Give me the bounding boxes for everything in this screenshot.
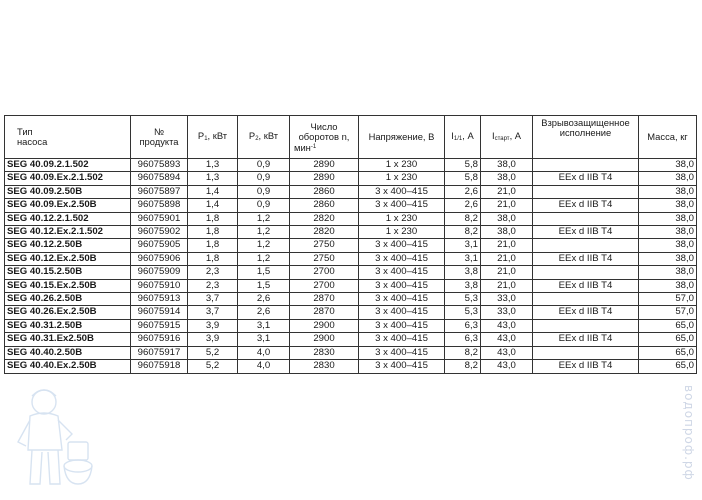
table-row <box>5 266 697 279</box>
cell-product: 96075909 <box>131 266 188 279</box>
cell-p2: 1,5 <box>238 266 290 279</box>
cell-istart: 38,0 <box>481 159 533 172</box>
cell-mass: 38,0 <box>639 212 697 225</box>
cell-i11: 3,1 <box>445 252 481 265</box>
cell-i11: 2,6 <box>445 185 481 198</box>
cell-voltage: 1 x 230 <box>359 212 445 225</box>
cell-istart: 21,0 <box>481 185 533 198</box>
cell-product: 96075906 <box>131 252 188 265</box>
cell-p2: 3,1 <box>238 319 290 332</box>
header-explosion-proof <box>533 116 639 159</box>
cell-ex <box>533 185 639 198</box>
table-row <box>5 293 697 306</box>
cell-i11: 3,1 <box>445 239 481 252</box>
header-rpm-line-2: оборотов n, <box>298 130 350 142</box>
table-row <box>5 185 697 198</box>
cell-p1: 1,3 <box>188 172 238 185</box>
cell-mass: 38,0 <box>639 239 697 252</box>
header-product-line-1: № <box>153 126 165 137</box>
cell-p1: 2,3 <box>188 266 238 279</box>
cell-product: 96075893 <box>131 159 188 172</box>
cell-i11: 8,2 <box>445 212 481 225</box>
cell-product: 96075916 <box>131 333 188 346</box>
cell-mass: 38,0 <box>639 185 697 198</box>
cell-ex <box>533 159 639 172</box>
header-istart-subscript: старт <box>494 135 510 142</box>
cell-p1: 3,9 <box>188 333 238 346</box>
cell-rpm: 2750 <box>290 239 359 252</box>
cell-ex: EEx d IIB T4 <box>533 172 639 185</box>
cell-p2: 1,5 <box>238 279 290 292</box>
cell-mass: 38,0 <box>639 172 697 185</box>
header-type-line-2: насоса <box>17 136 48 147</box>
cell-mass: 38,0 <box>639 159 697 172</box>
cell-voltage: 1 x 230 <box>359 172 445 185</box>
cell-ex: EEx d IIB T4 <box>533 279 639 292</box>
plumber-mascot-icon <box>6 380 96 492</box>
cell-p1: 1,8 <box>188 239 238 252</box>
cell-p1: 1,3 <box>188 159 238 172</box>
cell-product: 96075894 <box>131 172 188 185</box>
cell-i11: 5,3 <box>445 306 481 319</box>
table-body <box>5 159 697 374</box>
cell-p1: 2,3 <box>188 279 238 292</box>
cell-product: 96075902 <box>131 226 188 239</box>
table-row <box>5 306 697 319</box>
table-row <box>5 239 697 252</box>
cell-istart: 21,0 <box>481 279 533 292</box>
cell-ex: EEx d IIB T4 <box>533 360 639 373</box>
table-row <box>5 279 697 292</box>
table-header-row <box>5 116 697 159</box>
cell-p2: 1,2 <box>238 212 290 225</box>
cell-type: SEG 40.09.Ex.2.50B <box>5 199 131 212</box>
cell-p2: 0,9 <box>238 199 290 212</box>
cell-rpm: 2870 <box>290 293 359 306</box>
cell-mass: 65,0 <box>639 360 697 373</box>
header-rpm-superscript: -1 <box>310 143 317 150</box>
cell-istart: 21,0 <box>481 239 533 252</box>
cell-rpm: 2830 <box>290 360 359 373</box>
header-p1 <box>188 116 238 159</box>
cell-istart: 43,0 <box>481 319 533 332</box>
cell-p1: 1,8 <box>188 212 238 225</box>
header-product-line-2: продукта <box>139 136 179 147</box>
cell-type: SEG 40.12.Ex.2.50B <box>5 252 131 265</box>
cell-type: SEG 40.12.2.1.502 <box>5 212 131 225</box>
cell-rpm: 2830 <box>290 346 359 359</box>
cell-istart: 38,0 <box>481 172 533 185</box>
cell-i11: 8,2 <box>445 346 481 359</box>
cell-product: 96075913 <box>131 293 188 306</box>
cell-ex: EEx d IIB T4 <box>533 252 639 265</box>
cell-voltage: 3 x 400–415 <box>359 185 445 198</box>
header-rpm-line-3 <box>292 142 356 153</box>
header-i11 <box>445 116 481 159</box>
cell-istart: 33,0 <box>481 306 533 319</box>
cell-mass: 65,0 <box>639 333 697 346</box>
cell-product: 96075918 <box>131 360 188 373</box>
header-i11-symbol: I <box>451 129 454 141</box>
cell-product: 96075901 <box>131 212 188 225</box>
header-p1-subscript: 1 <box>204 135 208 142</box>
cell-p2: 1,2 <box>238 252 290 265</box>
cell-product: 96075914 <box>131 306 188 319</box>
header-type <box>5 116 131 159</box>
cell-product: 96075905 <box>131 239 188 252</box>
cell-type: SEG 40.40.2.50B <box>5 346 131 359</box>
cell-istart: 43,0 <box>481 360 533 373</box>
table-row <box>5 212 697 225</box>
cell-istart: 21,0 <box>481 252 533 265</box>
cell-product: 96075897 <box>131 185 188 198</box>
cell-rpm: 2890 <box>290 159 359 172</box>
cell-type: SEG 40.09.Ex.2.1.502 <box>5 172 131 185</box>
table-row <box>5 346 697 359</box>
cell-p1: 5,2 <box>188 360 238 373</box>
cell-i11: 5,3 <box>445 293 481 306</box>
cell-rpm: 2870 <box>290 306 359 319</box>
cell-p1: 3,9 <box>188 319 238 332</box>
cell-rpm: 2860 <box>290 185 359 198</box>
cell-i11: 3,8 <box>445 266 481 279</box>
cell-ex: EEx d IIB T4 <box>533 333 639 346</box>
cell-p1: 1,8 <box>188 252 238 265</box>
pump-spec-table-container <box>4 115 696 374</box>
cell-voltage: 3 x 400–415 <box>359 266 445 279</box>
cell-mass: 65,0 <box>639 319 697 332</box>
header-i11-unit: , А <box>462 129 474 141</box>
cell-mass: 38,0 <box>639 252 697 265</box>
table-row <box>5 159 697 172</box>
cell-type: SEG 40.15.Ex.2.50B <box>5 279 131 292</box>
watermark-text: водопроф.рф <box>682 385 696 481</box>
cell-voltage: 3 x 400–415 <box>359 306 445 319</box>
cell-type: SEG 40.15.2.50B <box>5 266 131 279</box>
cell-mass: 38,0 <box>639 279 697 292</box>
cell-i11: 5,8 <box>445 172 481 185</box>
header-type-line-1: Тип <box>17 126 33 137</box>
header-istart-unit: , А <box>509 129 522 141</box>
cell-voltage: 1 x 230 <box>359 159 445 172</box>
cell-p2: 1,2 <box>238 239 290 252</box>
cell-product: 96075910 <box>131 279 188 292</box>
cell-istart: 43,0 <box>481 333 533 346</box>
cell-type: SEG 40.31.2.50B <box>5 319 131 332</box>
table-row <box>5 172 697 185</box>
header-p1-symbol: P <box>197 129 205 141</box>
cell-i11: 6,3 <box>445 333 481 346</box>
cell-mass: 57,0 <box>639 306 697 319</box>
cell-ex: EEx d IIB T4 <box>533 226 639 239</box>
cell-i11: 8,2 <box>445 360 481 373</box>
cell-p1: 5,2 <box>188 346 238 359</box>
header-istart <box>481 116 533 159</box>
header-rpm <box>290 116 359 159</box>
cell-istart: 38,0 <box>481 226 533 239</box>
cell-ex <box>533 293 639 306</box>
cell-rpm: 2820 <box>290 212 359 225</box>
cell-p2: 1,2 <box>238 226 290 239</box>
header-product <box>131 116 188 159</box>
header-p2-symbol: P <box>248 129 256 141</box>
cell-mass: 38,0 <box>639 226 697 239</box>
cell-type: SEG 40.26.Ex.2.50B <box>5 306 131 319</box>
cell-type: SEG 40.26.2.50B <box>5 293 131 306</box>
cell-ex: EEx d IIB T4 <box>533 199 639 212</box>
cell-rpm: 2820 <box>290 226 359 239</box>
cell-voltage: 3 x 400–415 <box>359 199 445 212</box>
table-row <box>5 333 697 346</box>
header-istart-symbol: I <box>491 129 495 141</box>
header-rpm-line-1: Число <box>310 120 338 132</box>
header-p2-unit: , кВт <box>258 129 279 141</box>
cell-ex <box>533 239 639 252</box>
cell-p1: 1,4 <box>188 185 238 198</box>
cell-voltage: 3 x 400–415 <box>359 333 445 346</box>
cell-type: SEG 40.12.2.50B <box>5 239 131 252</box>
header-p2 <box>238 116 290 159</box>
header-p1-unit: , кВт <box>207 129 228 141</box>
cell-istart: 21,0 <box>481 266 533 279</box>
header-i11-subscript: 1/1 <box>453 135 463 142</box>
cell-voltage: 3 x 400–415 <box>359 319 445 332</box>
cell-ex <box>533 346 639 359</box>
cell-voltage: 3 x 400–415 <box>359 346 445 359</box>
header-explosion-line-2: исполнение <box>559 127 612 138</box>
cell-i11: 3,8 <box>445 279 481 292</box>
cell-p2: 2,6 <box>238 293 290 306</box>
cell-rpm: 2890 <box>290 172 359 185</box>
cell-i11: 6,3 <box>445 319 481 332</box>
cell-rpm: 2700 <box>290 266 359 279</box>
cell-voltage: 3 x 400–415 <box>359 239 445 252</box>
cell-ex <box>533 319 639 332</box>
cell-p1: 1,8 <box>188 226 238 239</box>
cell-p1: 3,7 <box>188 293 238 306</box>
table-row <box>5 252 697 265</box>
cell-p2: 0,9 <box>238 185 290 198</box>
cell-p2: 3,1 <box>238 333 290 346</box>
cell-voltage: 3 x 400–415 <box>359 360 445 373</box>
cell-mass: 38,0 <box>639 266 697 279</box>
cell-voltage: 3 x 400–415 <box>359 279 445 292</box>
cell-product: 96075898 <box>131 199 188 212</box>
cell-mass: 38,0 <box>639 199 697 212</box>
cell-product: 96075915 <box>131 319 188 332</box>
cell-p2: 2,6 <box>238 306 290 319</box>
cell-ex <box>533 266 639 279</box>
cell-mass: 65,0 <box>639 346 697 359</box>
cell-p1: 3,7 <box>188 306 238 319</box>
pump-spec-table <box>4 115 697 374</box>
cell-istart: 21,0 <box>481 199 533 212</box>
table-row <box>5 319 697 332</box>
cell-rpm: 2750 <box>290 252 359 265</box>
cell-istart: 43,0 <box>481 346 533 359</box>
table-row <box>5 226 697 239</box>
cell-p2: 0,9 <box>238 172 290 185</box>
header-p2-subscript: 2 <box>255 135 259 142</box>
cell-voltage: 1 x 230 <box>359 226 445 239</box>
header-rpm-unit: мин <box>294 141 311 153</box>
header-explosion-line-1: Взрывозащищенное <box>541 117 630 128</box>
cell-i11: 2,6 <box>445 199 481 212</box>
cell-type: SEG 40.09.2.1.502 <box>5 159 131 172</box>
cell-type: SEG 40.12.Ex.2.1.502 <box>5 226 131 239</box>
cell-type: SEG 40.40.Ex.2.50B <box>5 360 131 373</box>
cell-p2: 4,0 <box>238 360 290 373</box>
cell-ex <box>533 212 639 225</box>
cell-p2: 4,0 <box>238 346 290 359</box>
cell-voltage: 3 x 400–415 <box>359 293 445 306</box>
cell-p1: 1,4 <box>188 199 238 212</box>
header-voltage: Напряжение, В <box>359 116 445 159</box>
cell-rpm: 2860 <box>290 199 359 212</box>
cell-type: SEG 40.31.Ex2.50B <box>5 333 131 346</box>
header-mass: Масса, кг <box>639 116 697 159</box>
cell-i11: 8,2 <box>445 226 481 239</box>
cell-istart: 33,0 <box>481 293 533 306</box>
cell-type: SEG 40.09.2.50B <box>5 185 131 198</box>
table-row <box>5 360 697 373</box>
cell-rpm: 2900 <box>290 333 359 346</box>
table-row <box>5 199 697 212</box>
cell-i11: 5,8 <box>445 159 481 172</box>
cell-rpm: 2700 <box>290 279 359 292</box>
cell-mass: 57,0 <box>639 293 697 306</box>
cell-rpm: 2900 <box>290 319 359 332</box>
cell-ex: EEx d IIB T4 <box>533 306 639 319</box>
cell-voltage: 3 x 400–415 <box>359 252 445 265</box>
cell-istart: 38,0 <box>481 212 533 225</box>
cell-product: 96075917 <box>131 346 188 359</box>
cell-p2: 0,9 <box>238 159 290 172</box>
